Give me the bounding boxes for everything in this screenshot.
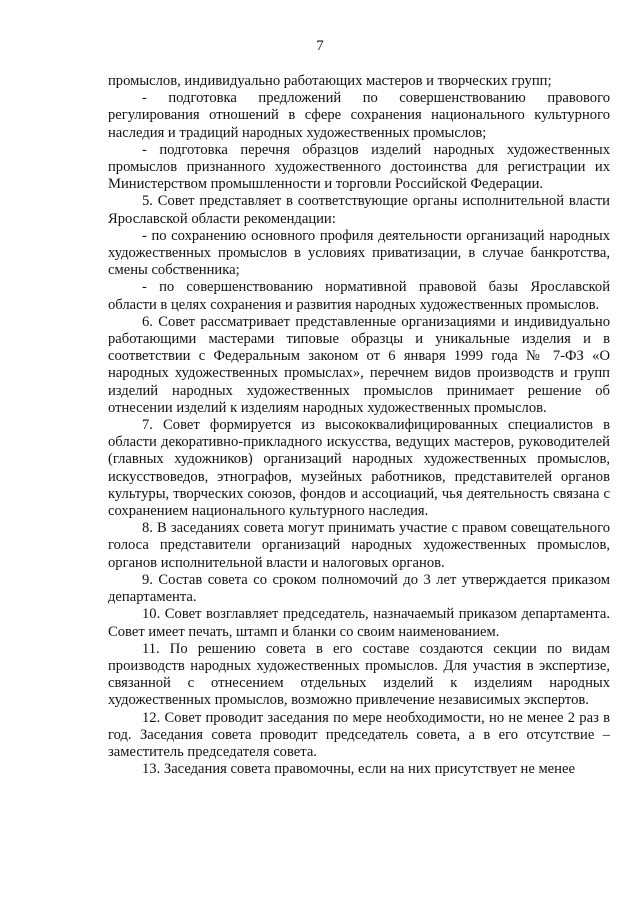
document-body xyxy=(108,73,610,778)
paragraph-clause-6: 6. Совет рассматривает представленные организациями и индивидуально работающими мастерами типовые образцы и уникальные изделия и в соответствии с Федеральным законом от 6 января 1999 года № 7-ФЗ «О народных художественных промыслах», перечнем видов производств и групп изделий народных художественных промыслов принимает решение об отнесении изделий к изделиям народных художественных промыслов. xyxy=(108,313,610,416)
paragraph-clause-13: 13. Заседания совета правомочны, если на них присутствует не менее xyxy=(142,761,575,778)
paragraph-clause-10: 10. Совет возглавляет председатель, назначаемый приказом департамента. Совет имеет печать, штамп и бланки со своим наименованием. xyxy=(108,606,610,640)
paragraph-clause-8: 8. В заседаниях совета могут принимать участие с правом совещательного голоса представители организаций народных художественных промыслов, органов исполнительной власти и налоговых органов. xyxy=(108,520,610,571)
paragraph-clause-9: 9. Состав совета со сроком полномочий до 3 лет утверждается приказом департамента. xyxy=(108,571,610,606)
paragraph-list-item: - подготовка предложений по совершенствованию правового регулирования отношений в сфере сохранения национального культурного наследия и традиций народных художественных промыслов; xyxy=(108,90,610,141)
paragraph-list-item: - по совершенствованию нормативной правовой базы Ярославской области в целях сохранения и развития народных художественных промыслов. xyxy=(108,279,610,313)
paragraph-clause-11: 11. По решению совета в его составе создаются секции по видам производств народных художественных промыслов. Для участия в экспертизе, связанной с отнесением отдельных изделий к изделиям народных художественных промыслов, возможно привлечение независимых экспертов. xyxy=(108,640,610,709)
paragraph-clause-5: 5. Совет представляет в соответствующие органы исполнительной власти Ярославской области рекомендации: xyxy=(108,193,610,227)
paragraph-continuation: промыслов, индивидуально работающих мастеров и творческих групп; xyxy=(108,73,552,89)
page-number: 7 xyxy=(316,38,324,54)
paragraph-clause-7: 7. Совет формируется из высококвалифицированных специалистов в области декоративно-прикладного искусства, ведущих мастеров, руководителей (главных художников) организаций народных художественных промыслов, искусствоведов, этнографов, музейных работников, представителей органов культуры, творческих союзов, фондов и ассоциаций, чья деятельность связана с сохранением национального культурного наследия. xyxy=(108,417,610,520)
paragraph-clause-12: 12. Совет проводит заседания по мере необходимости, но не менее 2 раз в год. Заседания совета проводит председатель совета, а в его отсутствие – заместитель председателя совета. xyxy=(108,709,610,760)
paragraph-list-item: - по сохранению основного профиля деятельности организаций народных художественных промыслов в условиях приватизации, в случае банкротства, смены собственника; xyxy=(108,227,610,279)
paragraph-list-item: - подготовка перечня образцов изделий народных художественных промыслов признанного художественного достоинства для регистрации их Министерством промышленности и торговли Российской Федерации. xyxy=(108,141,610,193)
